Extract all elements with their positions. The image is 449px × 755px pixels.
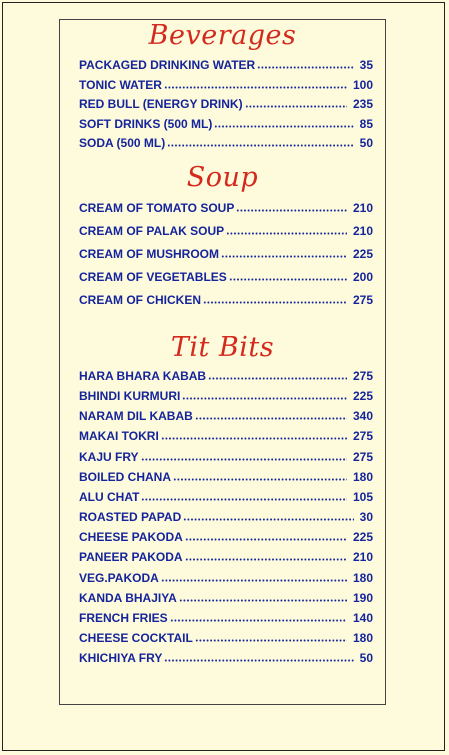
item-price: 275 <box>352 293 373 307</box>
leader-dots <box>208 377 347 380</box>
item-price: 105 <box>352 490 373 504</box>
item-name: ROASTED PAPAD <box>79 510 182 524</box>
leader-dots <box>182 397 347 400</box>
item-name: HARA BHARA KABAB <box>79 369 207 383</box>
menu-item <box>79 651 373 668</box>
menu-item <box>79 58 373 75</box>
leader-dots <box>183 518 353 521</box>
item-name: FRENCH FRIES <box>79 611 168 625</box>
leader-dots <box>226 232 347 235</box>
item-price: 210 <box>352 224 373 238</box>
item-price: 210 <box>352 201 373 215</box>
menu-item <box>79 470 373 487</box>
item-name: KAJU FRY <box>79 450 139 464</box>
item-name: SOFT DRINKS (500 ML) <box>79 117 213 131</box>
item-name: NARAM DIL KABAB <box>79 409 193 423</box>
leader-dots <box>185 558 347 561</box>
menu-item <box>79 117 373 134</box>
leader-dots <box>167 144 353 147</box>
item-price: 190 <box>352 591 373 605</box>
menu-item <box>79 550 373 567</box>
item-name: SODA (500 ML) <box>79 136 166 150</box>
leader-dots <box>236 209 347 212</box>
item-name: CREAM OF CHICKEN <box>79 293 201 307</box>
item-price: 85 <box>359 117 373 131</box>
menu-item <box>79 429 373 446</box>
leader-dots <box>161 579 347 582</box>
item-price: 180 <box>352 470 373 484</box>
leader-dots <box>179 599 347 602</box>
menu-item <box>79 201 373 218</box>
menu-item <box>79 510 373 527</box>
item-name: RED BULL (ENERGY DRINK) <box>79 97 243 111</box>
menu-item <box>79 78 373 95</box>
item-name: TONIC WATER <box>79 78 162 92</box>
item-price: 225 <box>352 389 373 403</box>
menu-item <box>79 136 373 153</box>
leader-dots <box>161 437 347 440</box>
item-price: 50 <box>359 136 373 150</box>
leader-dots <box>245 105 347 108</box>
item-price: 225 <box>352 530 373 544</box>
item-name: VEG.PAKODA <box>79 571 159 585</box>
item-name: BHINDI KURMURI <box>79 389 181 403</box>
leader-dots <box>141 498 347 501</box>
item-name: CREAM OF PALAK SOUP <box>79 224 225 238</box>
item-price: 275 <box>352 450 373 464</box>
menu-item <box>79 631 373 648</box>
item-name: KHICHIYA FRY <box>79 651 163 665</box>
menu-item <box>79 247 373 264</box>
item-price: 100 <box>352 78 373 92</box>
item-name: CHEESE COCKTAIL <box>79 631 193 645</box>
item-price: 275 <box>352 369 373 383</box>
menu-item <box>79 97 373 114</box>
leader-dots <box>221 255 347 258</box>
menu-item <box>79 611 373 628</box>
leader-dots <box>257 66 353 69</box>
menu-item <box>79 389 373 406</box>
leader-dots <box>164 659 353 662</box>
item-price: 180 <box>352 571 373 585</box>
menu-item <box>79 270 373 287</box>
item-price: 200 <box>352 270 373 284</box>
leader-dots <box>229 278 347 281</box>
leader-dots <box>195 639 347 642</box>
item-price: 140 <box>352 611 373 625</box>
item-name: CREAM OF VEGETABLES <box>79 270 227 284</box>
item-name: PACKAGED DRINKING WATER <box>79 58 256 72</box>
item-price: 340 <box>352 409 373 423</box>
leader-dots <box>203 301 347 304</box>
leader-dots <box>195 417 347 420</box>
leader-dots <box>214 125 353 128</box>
item-name: ALU CHAT <box>79 490 140 504</box>
leader-dots <box>170 619 347 622</box>
item-price: 225 <box>352 247 373 261</box>
leader-dots <box>141 458 347 461</box>
menu-item <box>79 490 373 507</box>
menu-item <box>79 293 373 310</box>
item-name: PANEER PAKODA <box>79 550 183 564</box>
menu-item <box>79 591 373 608</box>
item-price: 35 <box>359 58 373 72</box>
item-price: 210 <box>352 550 373 564</box>
section-title-tit-bits: Tit Bits <box>170 332 275 363</box>
leader-dots <box>164 86 347 89</box>
item-price: 235 <box>352 97 373 111</box>
leader-dots <box>185 538 347 541</box>
item-price: 50 <box>359 651 373 665</box>
item-name: KANDA BHAJIYA <box>79 591 177 605</box>
menu-item <box>79 530 373 547</box>
menu-item <box>79 571 373 588</box>
item-name: CREAM OF TOMATO SOUP <box>79 201 235 215</box>
menu-item <box>79 450 373 467</box>
item-name: CREAM OF MUSHROOM <box>79 247 219 261</box>
menu-item <box>79 369 373 386</box>
section-title-beverages: Beverages <box>148 20 297 51</box>
menu-item <box>79 409 373 426</box>
section-title-soup: Soup <box>186 162 259 193</box>
item-price: 275 <box>352 429 373 443</box>
item-name: BOILED CHANA <box>79 470 171 484</box>
item-name: MAKAI TOKRI <box>79 429 159 443</box>
item-price: 30 <box>359 510 373 524</box>
menu-item <box>79 224 373 241</box>
leader-dots <box>173 478 347 481</box>
item-price: 180 <box>352 631 373 645</box>
item-name: CHEESE PAKODA <box>79 530 183 544</box>
